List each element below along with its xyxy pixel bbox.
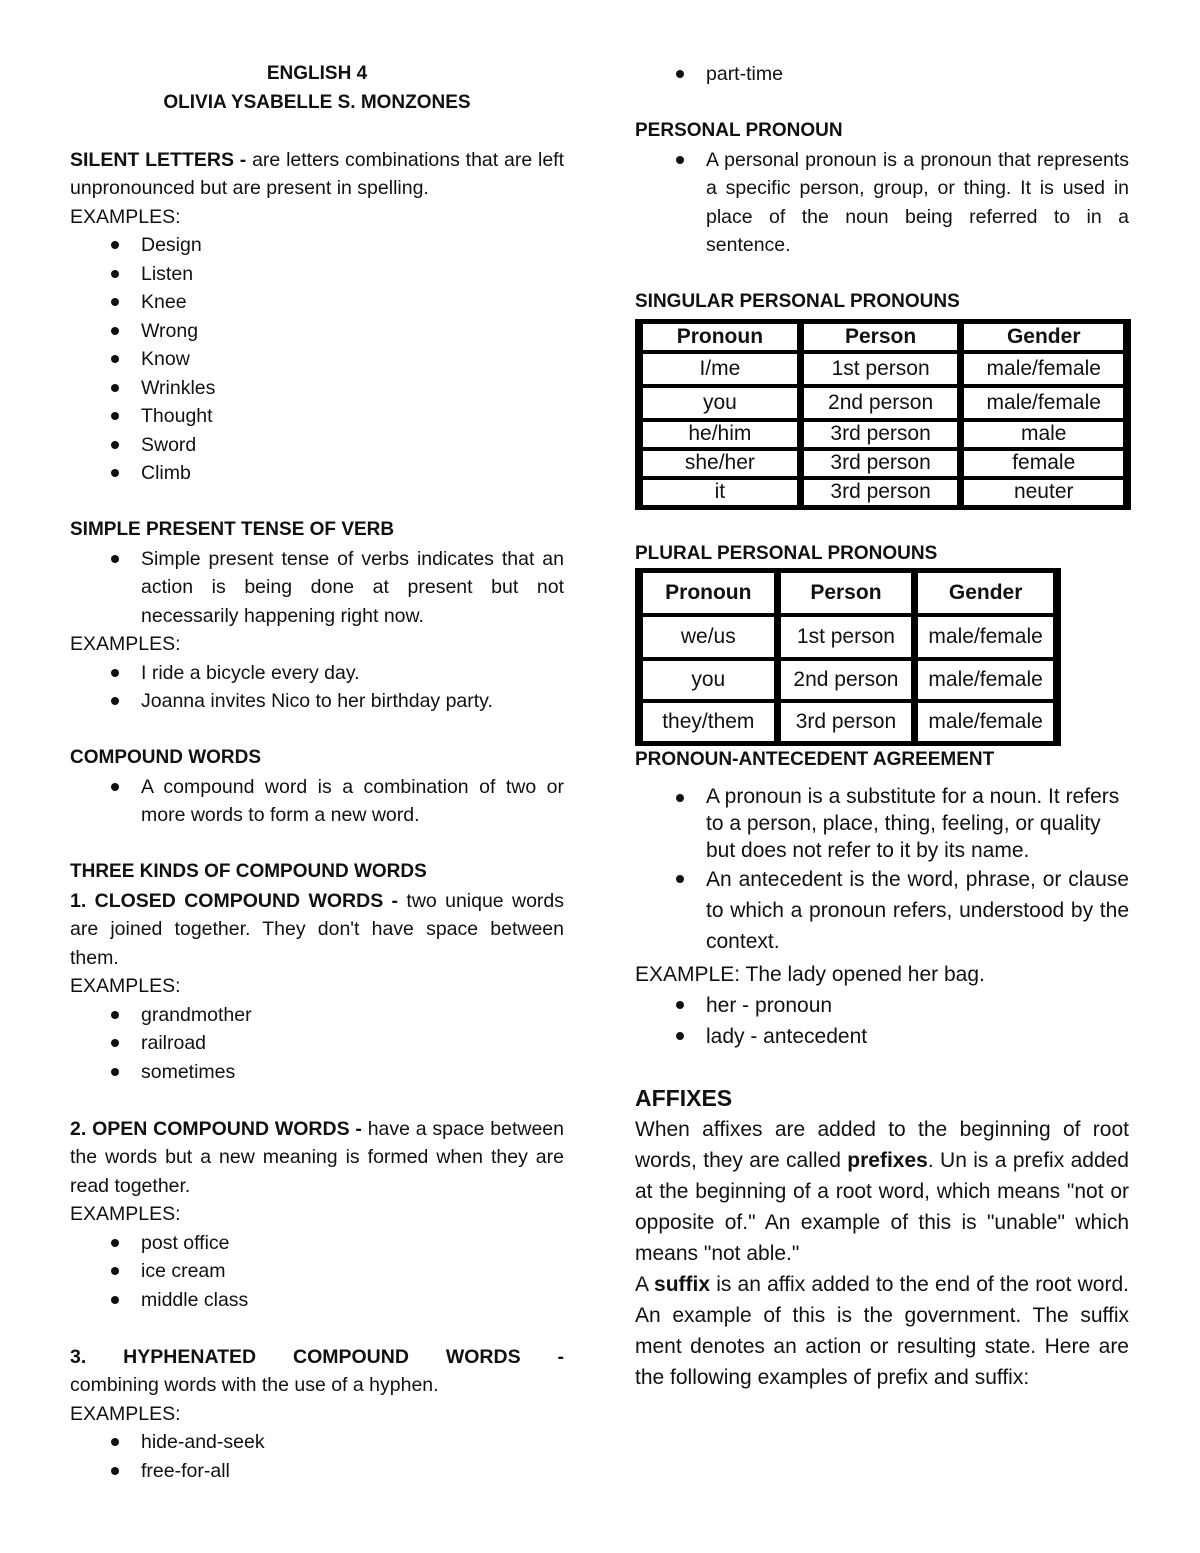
right-column bbox=[635, 60, 1129, 1393]
open-compound-definition bbox=[70, 1115, 564, 1201]
table-row bbox=[641, 352, 1125, 386]
list-item: Design bbox=[141, 231, 564, 260]
affixes-title: AFFIXES bbox=[635, 1084, 733, 1111]
hyphenated-compound-examples-continued bbox=[635, 60, 1129, 89]
singular-pronouns-title: SINGULAR PERSONAL PRONOUNS bbox=[635, 291, 960, 312]
list-item: Know bbox=[141, 345, 564, 374]
silent-letters-examples bbox=[70, 231, 564, 488]
examples-label: EXAMPLES: bbox=[70, 1402, 181, 1425]
table-cell: male/female bbox=[916, 615, 1055, 659]
personal-pronoun-title: PERSONAL PRONOUN bbox=[635, 120, 843, 141]
author-name: OLIVIA YSABELLE S. MONZONES bbox=[163, 91, 471, 113]
list-item: ice cream bbox=[141, 1257, 564, 1286]
list-item: Knee bbox=[141, 288, 564, 317]
list-item: Simple present tense of verbs indicates that an action is being done at present but not necessarily happening right now. bbox=[141, 545, 564, 631]
table-cell: 2nd person bbox=[802, 386, 960, 420]
list-item: lady - antecedent bbox=[706, 1021, 1129, 1052]
hyphenated-compound-term: 3. HYPHENATED COMPOUND WORDS - bbox=[70, 1345, 564, 1368]
closed-compound-definition bbox=[70, 887, 564, 973]
list-item: Thought bbox=[141, 402, 564, 431]
table-header-row bbox=[641, 322, 1125, 352]
list-item: Listen bbox=[141, 260, 564, 289]
list-item: A pronoun is a substitute for a noun. It refers to a person, place, thing, feeling, or quality but does not refer to it by its name. bbox=[706, 784, 1120, 862]
prefixes-term: prefixes bbox=[847, 1148, 928, 1172]
silent-letters-definition bbox=[70, 146, 564, 203]
list-item: Joanna invites Nico to her birthday party. bbox=[141, 687, 564, 716]
column-header: Pronoun bbox=[641, 571, 776, 615]
list-item: part-time bbox=[706, 60, 1129, 89]
open-compound-term: 2. OPEN COMPOUND WORDS - bbox=[70, 1117, 362, 1140]
table-cell: you bbox=[641, 659, 776, 701]
table-cell: 3rd person bbox=[802, 420, 960, 449]
open-compound-examples bbox=[70, 1229, 564, 1315]
list-item: A personal pronoun is a pronoun that represents a specific person, group, or thing. It is used in place of the noun being referred to in a sentence. bbox=[706, 146, 1129, 260]
closed-compound-text: two unique words are joined together. They don't have space between them. bbox=[70, 889, 565, 969]
three-kinds-title: THREE KINDS OF COMPOUND WORDS bbox=[70, 861, 427, 882]
hyphenated-compound-text: combining words with the use of a hyphen. bbox=[70, 1374, 439, 1396]
list-item: A compound word is a combination of two or more words to form a new word. bbox=[141, 773, 564, 830]
table-cell: 1st person bbox=[802, 352, 960, 386]
table-cell: I/me bbox=[641, 352, 799, 386]
table-cell: male bbox=[962, 420, 1125, 449]
agreement-point-2 bbox=[635, 864, 1129, 957]
list-item: Sword bbox=[141, 431, 564, 460]
singular-pronouns-table bbox=[635, 319, 1131, 510]
examples-label: EXAMPLES: bbox=[70, 205, 181, 228]
table-row bbox=[641, 615, 1055, 659]
agreement-example-items bbox=[635, 990, 1129, 1052]
closed-compound-term: 1. CLOSED COMPOUND WORDS - bbox=[70, 889, 399, 912]
silent-letters-text: are letters combinations that are left unpronounced but are present in spelling. bbox=[70, 148, 564, 199]
list-item: Wrong bbox=[141, 317, 564, 346]
table-cell: it bbox=[641, 478, 799, 507]
list-item: I ride a bicycle every day. bbox=[141, 659, 564, 688]
table-row bbox=[641, 386, 1125, 420]
open-compound-text: have a space between the words but a new meaning is formed when they are read together. bbox=[70, 1117, 564, 1197]
table-cell: male/female bbox=[962, 352, 1125, 386]
affixes-text: When affixes are added to the beginning of root words, they are called bbox=[635, 1117, 1129, 1172]
compound-words-definition bbox=[70, 773, 564, 830]
table-cell: 2nd person bbox=[779, 659, 914, 701]
table-cell: 3rd person bbox=[779, 701, 914, 743]
silent-letters-term: SILENT LETTERS - bbox=[70, 148, 247, 171]
agreement-example: EXAMPLE: The lady opened her bag. bbox=[635, 962, 985, 986]
table-cell: male/female bbox=[916, 701, 1055, 743]
personal-pronoun-definition bbox=[635, 146, 1129, 260]
table-cell: male/female bbox=[962, 386, 1125, 420]
column-header: Pronoun bbox=[641, 322, 799, 352]
table-cell: they/them bbox=[641, 701, 776, 743]
table-cell: male/female bbox=[916, 659, 1055, 701]
table-header-row bbox=[641, 571, 1055, 615]
column-header: Person bbox=[802, 322, 960, 352]
plural-pronouns-title: PLURAL PERSONAL PRONOUNS bbox=[635, 542, 938, 564]
column-header: Gender bbox=[962, 322, 1125, 352]
left-column bbox=[70, 60, 564, 1485]
table-cell: you bbox=[641, 386, 799, 420]
hyphenated-compound-examples bbox=[70, 1428, 564, 1485]
simple-present-title: SIMPLE PRESENT TENSE OF VERB bbox=[70, 519, 395, 540]
list-item: post office bbox=[141, 1229, 564, 1258]
list-item: sometimes bbox=[141, 1058, 564, 1087]
column-header: Person bbox=[779, 571, 914, 615]
list-item: An antecedent is the word, phrase, or clause to which a pronoun refers, understood by the context. bbox=[706, 864, 1129, 957]
table-cell: she/her bbox=[641, 449, 799, 478]
examples-label: EXAMPLES: bbox=[70, 1203, 181, 1225]
table-cell: 3rd person bbox=[802, 478, 960, 507]
table-cell: we/us bbox=[641, 615, 776, 659]
table-row bbox=[641, 420, 1125, 449]
simple-present-examples bbox=[70, 659, 564, 716]
closed-compound-examples bbox=[70, 1001, 564, 1087]
simple-present-definition bbox=[70, 545, 564, 631]
list-item: Climb bbox=[141, 459, 564, 488]
list-item: middle class bbox=[141, 1286, 564, 1315]
examples-label: EXAMPLES: bbox=[70, 633, 181, 655]
table-cell: female bbox=[962, 449, 1125, 478]
table-row bbox=[641, 449, 1125, 478]
table-row bbox=[641, 659, 1055, 701]
agreement-title: PRONOUN-ANTECEDENT AGREEMENT bbox=[635, 749, 995, 770]
table-row bbox=[641, 478, 1125, 507]
list-item: railroad bbox=[141, 1029, 564, 1058]
list-item: grandmother bbox=[141, 1001, 564, 1030]
suffix-term: suffix bbox=[654, 1272, 711, 1296]
list-item: her - pronoun bbox=[706, 990, 1129, 1021]
plural-pronouns-table bbox=[635, 568, 1061, 746]
table-cell: 1st person bbox=[779, 615, 914, 659]
table-row bbox=[641, 701, 1055, 743]
affixes-text: is an affix added to the end of the root word. An example of this is the government. The suffix ment denotes an action or resulting state. Here are the following examples of prefix and suffix: bbox=[635, 1272, 1129, 1389]
affixes-paragraph-1 bbox=[635, 1114, 1129, 1269]
affixes-text: A bbox=[635, 1272, 655, 1296]
course-title: ENGLISH 4 bbox=[266, 63, 368, 84]
table-cell: neuter bbox=[962, 478, 1125, 507]
table-cell: he/him bbox=[641, 420, 799, 449]
agreement-point-1 bbox=[635, 783, 1120, 864]
compound-words-title: COMPOUND WORDS bbox=[70, 747, 262, 768]
table-cell: 3rd person bbox=[802, 449, 960, 478]
list-item: free-for-all bbox=[141, 1457, 564, 1486]
affixes-paragraph-2 bbox=[635, 1269, 1129, 1393]
examples-label: EXAMPLES: bbox=[70, 975, 181, 997]
list-item: hide-and-seek bbox=[141, 1428, 564, 1457]
list-item: Wrinkles bbox=[141, 374, 564, 403]
column-header: Gender bbox=[916, 571, 1055, 615]
affixes-text: . Un is a prefix added at the beginning of a root word, which means "not or opposite of." An example of this is "unable" which means "not able." bbox=[635, 1148, 1129, 1265]
